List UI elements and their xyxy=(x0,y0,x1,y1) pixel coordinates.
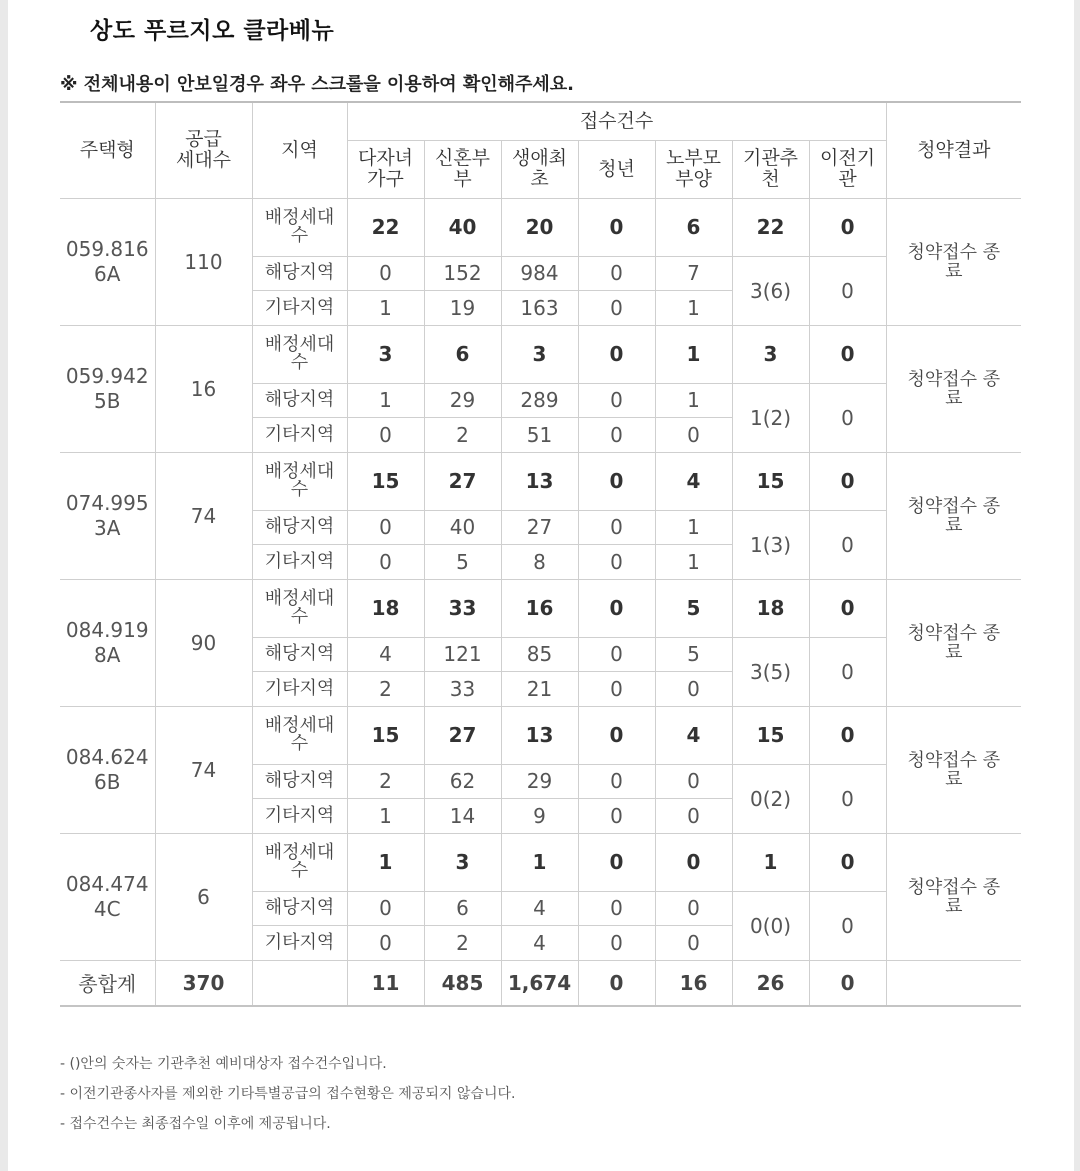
other-cell: 51 xyxy=(501,417,578,452)
local-cell: 0 xyxy=(347,256,424,290)
supply-count: 74 xyxy=(155,706,252,833)
other-cell: 163 xyxy=(501,290,578,325)
housing-type-code: 5B xyxy=(94,388,121,413)
allocated-cell: 0 xyxy=(578,833,655,891)
local-cell: 62 xyxy=(424,764,501,798)
local-cell: 4 xyxy=(501,891,578,925)
header-category xyxy=(347,140,424,198)
other-cell: 0 xyxy=(655,671,732,706)
agency-recommend-cell: 3(6) xyxy=(732,256,809,325)
other-cell: 4 xyxy=(501,925,578,960)
row-label-other: 기타지역 xyxy=(252,544,347,579)
local-cell: 1 xyxy=(655,383,732,417)
subscription-result-text: 청약접수 종료 xyxy=(907,622,1001,663)
table-row xyxy=(60,452,1021,510)
row-label-local: 해당지역 xyxy=(252,383,347,417)
row-label-allocated xyxy=(252,706,347,764)
table-row xyxy=(60,198,1021,256)
allocated-cell: 15 xyxy=(347,452,424,510)
local-cell: 40 xyxy=(424,510,501,544)
housing-type-size: 074.995 xyxy=(65,490,149,515)
other-cell: 0 xyxy=(578,290,655,325)
other-cell: 9 xyxy=(501,798,578,833)
header-category-label: 다자녀가구 xyxy=(357,147,414,190)
allocated-cell: 22 xyxy=(347,198,424,256)
housing-type xyxy=(60,325,155,452)
local-cell: 0 xyxy=(578,764,655,798)
allocated-cell: 5 xyxy=(655,579,732,637)
header-category-label: 생애최초 xyxy=(511,147,568,190)
housing-type xyxy=(60,579,155,706)
housing-type-size: 084.474 xyxy=(65,871,149,896)
table-row xyxy=(60,706,1021,764)
row-label-local: 해당지역 xyxy=(252,510,347,544)
local-cell: 29 xyxy=(424,383,501,417)
local-cell: 85 xyxy=(501,637,578,671)
row-label-other: 기타지역 xyxy=(252,417,347,452)
local-cell: 7 xyxy=(655,256,732,290)
other-cell: 0 xyxy=(578,544,655,579)
other-cell: 2 xyxy=(424,925,501,960)
page-title: 상도 푸르지오 클라베뉴 xyxy=(90,18,335,44)
housing-type-code: 4C xyxy=(93,896,121,921)
agency-recommend-cell: 1(3) xyxy=(732,510,809,579)
supply-count: 6 xyxy=(155,833,252,960)
table-row xyxy=(60,833,1021,891)
allocated-cell: 22 xyxy=(732,198,809,256)
row-label-allocated xyxy=(252,833,347,891)
total-cell: 485 xyxy=(424,960,501,1006)
subscription-result xyxy=(886,833,1021,960)
header-category-label: 이전기관 xyxy=(819,147,876,190)
local-cell: 0 xyxy=(578,256,655,290)
table-row xyxy=(60,579,1021,637)
local-cell: 0 xyxy=(578,383,655,417)
other-cell: 14 xyxy=(424,798,501,833)
other-cell: 5 xyxy=(424,544,501,579)
other-cell: 2 xyxy=(424,417,501,452)
allocated-cell: 27 xyxy=(424,452,501,510)
other-cell: 0 xyxy=(347,417,424,452)
local-cell: 4 xyxy=(347,637,424,671)
allocated-cell: 0 xyxy=(809,325,886,383)
header-category xyxy=(809,140,886,198)
header-category-label: 청년 xyxy=(598,157,635,180)
allocated-cell: 18 xyxy=(347,579,424,637)
local-cell: 0 xyxy=(578,510,655,544)
other-cell: 0 xyxy=(578,798,655,833)
subscription-result xyxy=(886,452,1021,579)
header-result: 청약결과 xyxy=(886,102,1021,198)
row-label-other: 기타지역 xyxy=(252,290,347,325)
local-cell: 29 xyxy=(501,764,578,798)
subscription-result xyxy=(886,198,1021,325)
housing-type-size: 084.624 xyxy=(65,744,149,769)
allocated-cell: 15 xyxy=(732,706,809,764)
total-cell: 11 xyxy=(347,960,424,1006)
local-cell: 289 xyxy=(501,383,578,417)
agency-recommend-cell: 0(2) xyxy=(732,764,809,833)
allocated-cell: 0 xyxy=(809,452,886,510)
header-category-label: 신혼부부 xyxy=(434,147,491,190)
allocated-cell: 0 xyxy=(809,579,886,637)
row-label-other: 기타지역 xyxy=(252,798,347,833)
allocated-cell: 6 xyxy=(424,325,501,383)
total-cell: 26 xyxy=(732,960,809,1006)
supply-count: 90 xyxy=(155,579,252,706)
footnote: - 이전기관종사자를 제외한 기타특별공급의 접수현황은 제공되지 않습니다. xyxy=(60,1086,516,1102)
allocated-cell: 15 xyxy=(732,452,809,510)
allocated-cell: 0 xyxy=(578,325,655,383)
other-cell: 8 xyxy=(501,544,578,579)
header-category xyxy=(655,140,732,198)
row-label-allocated xyxy=(252,325,347,383)
other-cell: 1 xyxy=(655,290,732,325)
housing-type-code: 8A xyxy=(94,642,121,667)
total-cell: 16 xyxy=(655,960,732,1006)
row-label-other: 기타지역 xyxy=(252,925,347,960)
allocated-cell: 13 xyxy=(501,452,578,510)
row-label-text: 배정세대수 xyxy=(264,715,335,754)
header-supply: 공급 세대수 xyxy=(155,102,252,198)
transfer-agency-cell: 0 xyxy=(809,891,886,960)
row-label-text: 배정세대수 xyxy=(264,842,335,881)
local-cell: 0 xyxy=(655,891,732,925)
header-count-group: 접수건수 xyxy=(347,102,886,140)
allocated-cell: 0 xyxy=(578,706,655,764)
housing-type xyxy=(60,833,155,960)
allocated-cell: 4 xyxy=(655,452,732,510)
allocated-cell: 0 xyxy=(809,198,886,256)
allocated-cell: 3 xyxy=(732,325,809,383)
subscription-result-text: 청약접수 종료 xyxy=(907,876,1001,917)
other-cell: 0 xyxy=(347,925,424,960)
left-frame-border xyxy=(0,0,8,1171)
housing-type-size: 059.816 xyxy=(65,236,149,261)
subscription-result xyxy=(886,325,1021,452)
allocated-cell: 3 xyxy=(501,325,578,383)
allocated-cell: 40 xyxy=(424,198,501,256)
subscription-result-text: 청약접수 종료 xyxy=(907,749,1001,790)
total-supply: 370 xyxy=(155,960,252,1006)
row-label-allocated xyxy=(252,452,347,510)
scroll-notice: ※ 전체내용이 안보일경우 좌우 스크롤을 이용하여 확인해주세요. xyxy=(60,74,575,95)
other-cell: 0 xyxy=(655,798,732,833)
housing-type xyxy=(60,706,155,833)
total-result-empty xyxy=(886,960,1021,1006)
table-header xyxy=(60,102,1021,198)
local-cell: 0 xyxy=(578,891,655,925)
local-cell: 0 xyxy=(347,510,424,544)
housing-type-size: 084.919 xyxy=(65,617,149,642)
allocated-cell: 1 xyxy=(501,833,578,891)
other-cell: 33 xyxy=(424,671,501,706)
other-cell: 0 xyxy=(347,544,424,579)
allocated-cell: 3 xyxy=(424,833,501,891)
agency-recommend-cell: 0(0) xyxy=(732,891,809,960)
header-type: 주택형 xyxy=(60,102,155,198)
header-category xyxy=(501,140,578,198)
subscription-table xyxy=(60,101,1021,1007)
row-label-local: 해당지역 xyxy=(252,764,347,798)
header-category xyxy=(578,140,655,198)
allocated-cell: 0 xyxy=(809,706,886,764)
housing-type-code: 3A xyxy=(94,515,121,540)
allocated-cell: 0 xyxy=(578,198,655,256)
other-cell: 1 xyxy=(655,544,732,579)
header-category xyxy=(732,140,809,198)
local-cell: 0 xyxy=(578,637,655,671)
subscription-result-text: 청약접수 종료 xyxy=(907,368,1001,409)
allocated-cell: 1 xyxy=(655,325,732,383)
allocated-cell: 27 xyxy=(424,706,501,764)
local-cell: 2 xyxy=(347,764,424,798)
allocated-cell: 0 xyxy=(655,833,732,891)
agency-recommend-cell: 1(2) xyxy=(732,383,809,452)
local-cell: 1 xyxy=(347,383,424,417)
row-label-allocated xyxy=(252,198,347,256)
right-frame-border xyxy=(1074,0,1080,1171)
other-cell: 21 xyxy=(501,671,578,706)
subscription-result xyxy=(886,579,1021,706)
transfer-agency-cell: 0 xyxy=(809,256,886,325)
total-row xyxy=(60,960,1021,1006)
supply-count: 110 xyxy=(155,198,252,325)
allocated-cell: 33 xyxy=(424,579,501,637)
allocated-cell: 15 xyxy=(347,706,424,764)
allocated-cell: 0 xyxy=(578,452,655,510)
transfer-agency-cell: 0 xyxy=(809,383,886,452)
subscription-result xyxy=(886,706,1021,833)
allocated-cell: 13 xyxy=(501,706,578,764)
supply-count: 16 xyxy=(155,325,252,452)
total-cell: 0 xyxy=(809,960,886,1006)
header-category xyxy=(424,140,501,198)
other-cell: 1 xyxy=(347,798,424,833)
local-cell: 1 xyxy=(655,510,732,544)
allocated-cell: 6 xyxy=(655,198,732,256)
total-cell: 1,674 xyxy=(501,960,578,1006)
other-cell: 0 xyxy=(655,925,732,960)
local-cell: 0 xyxy=(655,764,732,798)
agency-recommend-cell: 3(5) xyxy=(732,637,809,706)
local-cell: 152 xyxy=(424,256,501,290)
housing-type-code: 6A xyxy=(94,261,121,286)
other-cell: 1 xyxy=(347,290,424,325)
row-label-local: 해당지역 xyxy=(252,256,347,290)
allocated-cell: 20 xyxy=(501,198,578,256)
row-label-other: 기타지역 xyxy=(252,671,347,706)
local-cell: 121 xyxy=(424,637,501,671)
header-region: 지역 xyxy=(252,102,347,198)
row-label-text: 배정세대수 xyxy=(264,461,335,500)
footnotes xyxy=(60,1052,515,1142)
allocated-cell: 4 xyxy=(655,706,732,764)
transfer-agency-cell: 0 xyxy=(809,510,886,579)
table-row xyxy=(60,325,1021,383)
row-label-text: 배정세대수 xyxy=(264,207,335,246)
row-label-allocated xyxy=(252,579,347,637)
allocated-cell: 16 xyxy=(501,579,578,637)
housing-type-code: 6B xyxy=(94,769,121,794)
allocated-cell: 1 xyxy=(732,833,809,891)
subscription-result-text: 청약접수 종료 xyxy=(907,241,1001,282)
table-body xyxy=(60,198,1021,1006)
row-label-local: 해당지역 xyxy=(252,637,347,671)
header-category-label: 기관추천 xyxy=(742,147,799,190)
footnote: - ()안의 숫자는 기관추천 예비대상자 접수건수입니다. xyxy=(60,1056,387,1072)
other-cell: 0 xyxy=(578,417,655,452)
housing-type-size: 059.942 xyxy=(65,363,149,388)
housing-type xyxy=(60,452,155,579)
local-cell: 984 xyxy=(501,256,578,290)
local-cell: 5 xyxy=(655,637,732,671)
allocated-cell: 1 xyxy=(347,833,424,891)
other-cell: 2 xyxy=(347,671,424,706)
other-cell: 0 xyxy=(578,671,655,706)
allocated-cell: 3 xyxy=(347,325,424,383)
local-cell: 6 xyxy=(424,891,501,925)
row-label-text: 배정세대수 xyxy=(264,588,335,627)
allocated-cell: 18 xyxy=(732,579,809,637)
header-category-label: 노부모부양 xyxy=(665,147,722,190)
housing-type xyxy=(60,198,155,325)
row-label-local: 해당지역 xyxy=(252,891,347,925)
total-cell: 0 xyxy=(578,960,655,1006)
allocated-cell: 0 xyxy=(809,833,886,891)
local-cell: 27 xyxy=(501,510,578,544)
total-label: 총합계 xyxy=(60,960,155,1006)
subscription-result-text: 청약접수 종료 xyxy=(907,495,1001,536)
allocated-cell: 0 xyxy=(578,579,655,637)
transfer-agency-cell: 0 xyxy=(809,637,886,706)
row-label-text: 배정세대수 xyxy=(264,334,335,373)
other-cell: 0 xyxy=(655,417,732,452)
local-cell: 0 xyxy=(347,891,424,925)
footnote: - 접수건수는 최종접수일 이후에 제공됩니다. xyxy=(60,1116,331,1132)
other-cell: 0 xyxy=(578,925,655,960)
supply-count: 74 xyxy=(155,452,252,579)
total-region-empty xyxy=(252,960,347,1006)
transfer-agency-cell: 0 xyxy=(809,764,886,833)
other-cell: 19 xyxy=(424,290,501,325)
